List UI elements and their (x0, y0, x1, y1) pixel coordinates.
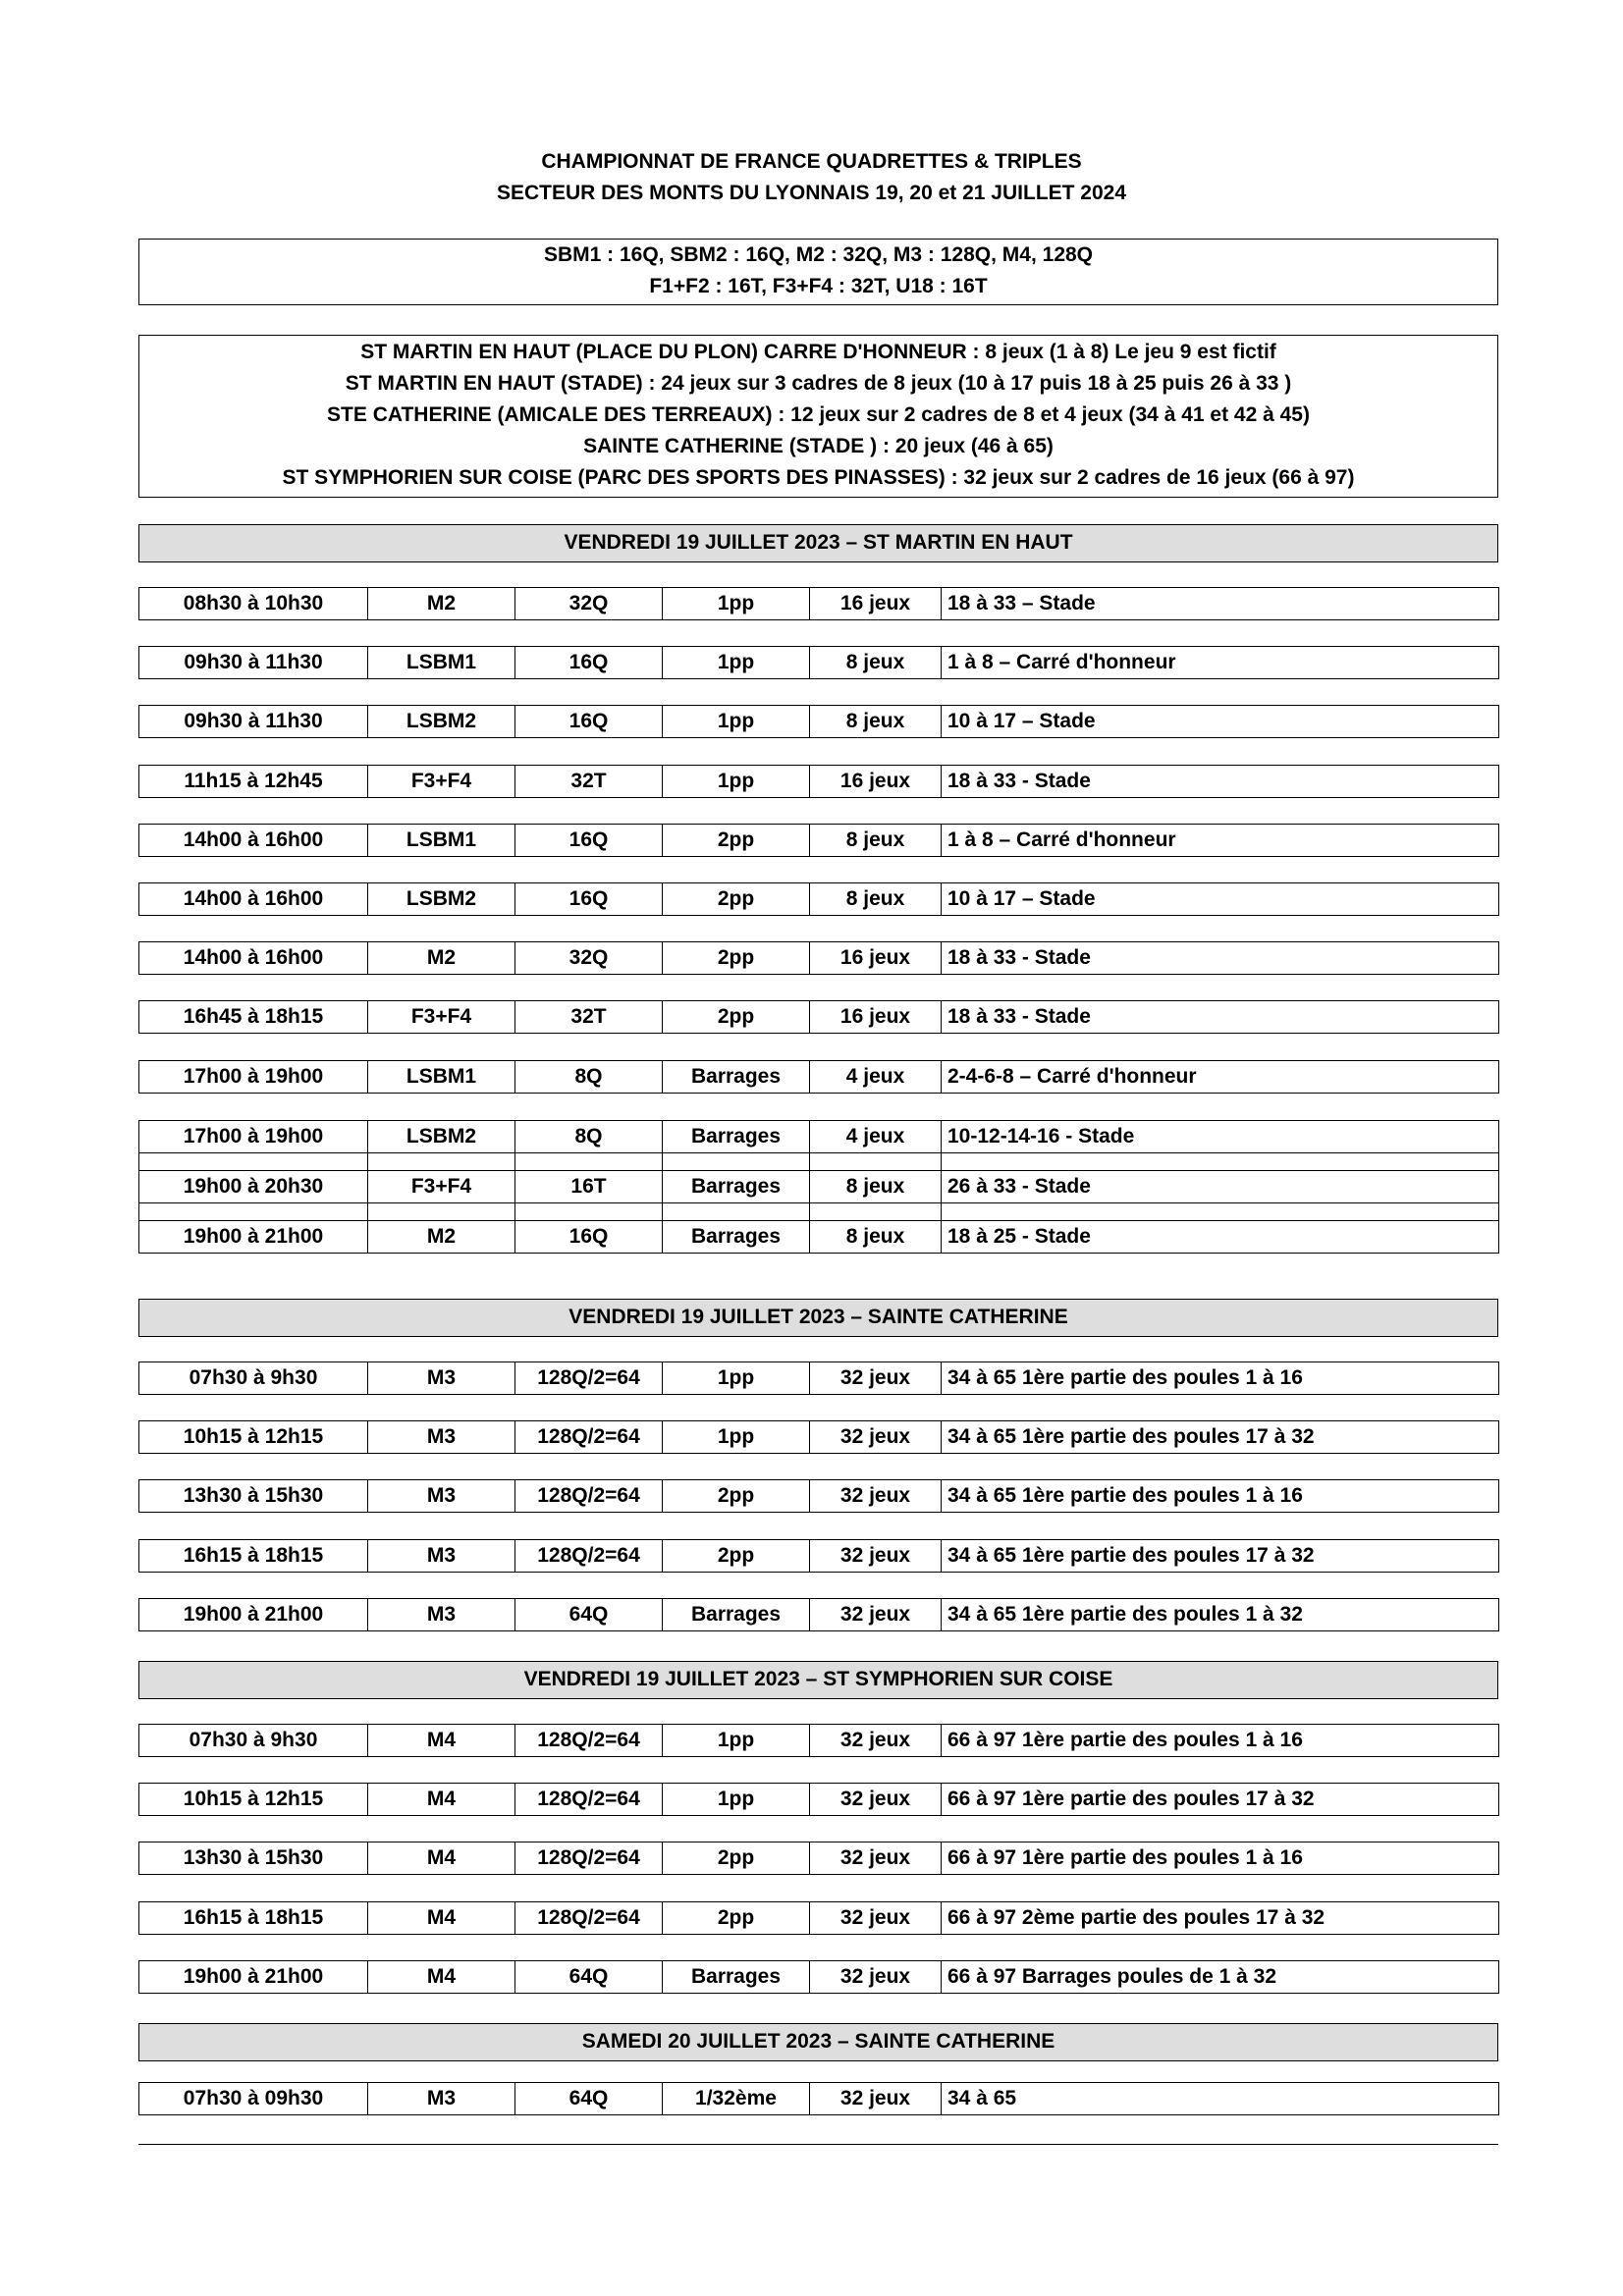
time-cell: 08h30 à 10h30 (139, 588, 368, 620)
teams-cell: 32T (515, 1001, 663, 1034)
location-cell: 1 à 8 – Carré d'honneur (942, 647, 1499, 679)
table-row (139, 1171, 1499, 1203)
category-cell: M3 (368, 1362, 515, 1395)
category-cell: M3 (368, 1480, 515, 1513)
location-cell: 66 à 97 1ère partie des poules 17 à 32 (942, 1784, 1499, 1816)
time-cell: 19h00 à 21h00 (139, 1961, 368, 1994)
table-row (139, 706, 1499, 738)
games-cell: 4 jeux (810, 1061, 942, 1094)
games-cell: 32 jeux (810, 1725, 942, 1757)
location-cell: 18 à 33 - Stade (942, 1001, 1499, 1034)
location-cell: 18 à 33 – Stade (942, 588, 1499, 620)
teams-cell: 128Q/2=64 (515, 1421, 663, 1454)
round-cell: 1pp (663, 1421, 810, 1454)
category-cell: M2 (368, 588, 515, 620)
schedule-row-table (138, 1060, 1499, 1094)
time-cell: 13h30 à 15h30 (139, 1480, 368, 1513)
round-cell: 1/32ème (663, 2083, 810, 2115)
time-cell: 07h30 à 9h30 (139, 1725, 368, 1757)
section-header: VENDREDI 19 JUILLET 2023 – ST MARTIN EN HAUT (138, 524, 1498, 562)
category-cell: M3 (368, 1421, 515, 1454)
section-header: SAMEDI 20 JUILLET 2023 – SAINTE CATHERINE (138, 2023, 1498, 2061)
category-cell: F3+F4 (368, 766, 515, 798)
games-cell: 16 jeux (810, 1001, 942, 1034)
schedule-row-table (138, 765, 1499, 798)
category-cell: LSBM2 (368, 706, 515, 738)
teams-cell: 128Q/2=64 (515, 1784, 663, 1816)
games-cell: 8 jeux (810, 706, 942, 738)
time-cell: 07h30 à 9h30 (139, 1362, 368, 1395)
games-cell: 16 jeux (810, 766, 942, 798)
table-row (139, 1362, 1499, 1395)
category-cell: M3 (368, 1540, 515, 1573)
location-cell: 34 à 65 1ère partie des poules 1 à 16 (942, 1480, 1499, 1513)
schedule-row-table (138, 1598, 1499, 1631)
round-cell: Barrages (663, 1221, 810, 1254)
games-cell: 32 jeux (810, 2083, 942, 2115)
category-cell: LSBM1 (368, 825, 515, 857)
round-cell: 1pp (663, 1362, 810, 1395)
games-cell: 4 jeux (810, 1121, 942, 1153)
section-header: VENDREDI 19 JUILLET 2023 – SAINTE CATHERINE (138, 1299, 1498, 1337)
empty-cell (139, 1153, 368, 1171)
round-cell: 2pp (663, 1001, 810, 1034)
teams-cell: 64Q (515, 2083, 663, 2115)
location-cell: 66 à 97 1ère partie des poules 1 à 16 (942, 1725, 1499, 1757)
table-row (139, 1121, 1499, 1153)
table-row (139, 1221, 1499, 1254)
category-cell: LSBM1 (368, 1061, 515, 1094)
games-cell: 32 jeux (810, 1480, 942, 1513)
round-cell: 2pp (663, 1480, 810, 1513)
location-cell: 2-4-6-8 – Carré d'honneur (942, 1061, 1499, 1094)
games-cell: 8 jeux (810, 1171, 942, 1203)
table-row (139, 942, 1499, 975)
teams-cell: 32T (515, 766, 663, 798)
empty-cell (515, 1153, 663, 1171)
round-cell: 2pp (663, 1842, 810, 1875)
schedule-row-table (138, 705, 1499, 738)
round-cell: Barrages (663, 1171, 810, 1203)
schedule-row-table (138, 646, 1499, 679)
teams-cell: 16Q (515, 647, 663, 679)
schedule-row-table (138, 1783, 1499, 1816)
time-cell: 09h30 à 11h30 (139, 706, 368, 738)
table-row (139, 825, 1499, 857)
schedule-row-table (138, 824, 1499, 857)
table-row (139, 1842, 1499, 1875)
teams-cell: 16Q (515, 706, 663, 738)
empty-cell (368, 1203, 515, 1221)
location-cell: 34 à 65 1ère partie des poules 1 à 16 (942, 1362, 1499, 1395)
schedule-row-table (138, 1724, 1499, 1757)
games-cell: 32 jeux (810, 1902, 942, 1935)
games-cell: 8 jeux (810, 883, 942, 916)
time-cell: 10h15 à 12h15 (139, 1421, 368, 1454)
round-cell: 2pp (663, 883, 810, 916)
location-cell: 18 à 33 - Stade (942, 942, 1499, 975)
location-cell: 18 à 33 - Stade (942, 766, 1499, 798)
games-cell: 32 jeux (810, 1961, 942, 1994)
round-cell: 1pp (663, 1784, 810, 1816)
table-row (139, 1001, 1499, 1034)
schedule-row-table (138, 1479, 1499, 1513)
location-cell: 10 à 17 – Stade (942, 706, 1499, 738)
games-cell: 16 jeux (810, 942, 942, 975)
games-cell: 32 jeux (810, 1540, 942, 1573)
round-cell: 2pp (663, 942, 810, 975)
categories-line: SBM1 : 16Q, SBM2 : 16Q, M2 : 32Q, M3 : 128Q, M4, 128Q (543, 243, 1094, 266)
empty-cell (139, 1203, 368, 1221)
round-cell: Barrages (663, 1061, 810, 1094)
empty-cell (942, 1153, 1499, 1171)
teams-cell: 8Q (515, 1061, 663, 1094)
schedule-row-table (138, 1842, 1499, 1875)
round-cell: Barrages (663, 1121, 810, 1153)
time-cell: 14h00 à 16h00 (139, 942, 368, 975)
category-cell: M3 (368, 1599, 515, 1631)
categories-line: F1+F2 : 16T, F3+F4 : 32T, U18 : 16T (649, 275, 988, 297)
teams-cell: 64Q (515, 1961, 663, 1994)
schedule-row-table (138, 1539, 1499, 1573)
games-cell: 8 jeux (810, 825, 942, 857)
table-row (139, 1725, 1499, 1757)
empty-cell (368, 1153, 515, 1171)
schedule-row-table (138, 941, 1499, 975)
round-cell: 2pp (663, 825, 810, 857)
time-cell: 19h00 à 21h00 (139, 1221, 368, 1254)
location-cell: 26 à 33 - Stade (942, 1171, 1499, 1203)
games-cell: 32 jeux (810, 1784, 942, 1816)
teams-cell: 128Q/2=64 (515, 1842, 663, 1875)
teams-cell: 128Q/2=64 (515, 1902, 663, 1935)
table-row (139, 588, 1499, 620)
venue-line: STE CATHERINE (AMICALE DES TERREAUX) : 12 jeux sur 2 cadres de 8 et 4 jeux (34 à 41 et 42 à 45) (327, 403, 1310, 426)
table-row (139, 1784, 1499, 1816)
round-cell: 1pp (663, 647, 810, 679)
category-cell: M4 (368, 1784, 515, 1816)
category-cell: LSBM1 (368, 647, 515, 679)
round-cell: Barrages (663, 1599, 810, 1631)
venue-line: ST MARTIN EN HAUT (STADE) : 24 jeux sur 3 cadres de 8 jeux (10 à 17 puis 18 à 25 puis 26 à 33 ) (345, 372, 1292, 395)
empty-cell (810, 1203, 942, 1221)
location-cell: 34 à 65 1ère partie des poules 17 à 32 (942, 1421, 1499, 1454)
schedule-row-table (138, 1362, 1499, 1395)
document-subtitle: SECTEUR DES MONTS DU LYONNAIS 19, 20 et 21 JUILLET 2024 (496, 182, 1127, 204)
venues-box (138, 335, 1498, 498)
teams-cell: 32Q (515, 942, 663, 975)
teams-cell: 16Q (515, 883, 663, 916)
empty-cell (942, 1203, 1499, 1221)
category-cell: M4 (368, 1842, 515, 1875)
location-cell: 18 à 25 - Stade (942, 1221, 1499, 1254)
teams-cell: 8Q (515, 1121, 663, 1153)
time-cell: 16h15 à 18h15 (139, 1902, 368, 1935)
footer-rule (138, 2144, 1498, 2145)
games-cell: 32 jeux (810, 1842, 942, 1875)
spacer-row (139, 1203, 1499, 1221)
schedule-row-table (138, 1000, 1499, 1034)
round-cell: 2pp (663, 1540, 810, 1573)
empty-cell (515, 1203, 663, 1221)
table-row (139, 2083, 1499, 2115)
empty-cell (663, 1153, 810, 1171)
teams-cell: 16T (515, 1171, 663, 1203)
round-cell: 1pp (663, 766, 810, 798)
teams-cell: 128Q/2=64 (515, 1725, 663, 1757)
table-row (139, 1061, 1499, 1094)
games-cell: 32 jeux (810, 1599, 942, 1631)
location-cell: 34 à 65 (942, 2083, 1499, 2115)
section-header: VENDREDI 19 JUILLET 2023 – ST SYMPHORIEN SUR COISE (138, 1661, 1498, 1699)
venue-line: ST SYMPHORIEN SUR COISE (PARC DES SPORTS DES PINASSES) : 32 jeux sur 2 cadres de 16 jeux (66 à 97) (282, 466, 1355, 489)
time-cell: 14h00 à 16h00 (139, 825, 368, 857)
schedule-grid-table (138, 1120, 1499, 1254)
table-row (139, 647, 1499, 679)
location-cell: 1 à 8 – Carré d'honneur (942, 825, 1499, 857)
schedule-row-table (138, 1901, 1499, 1935)
spacer-row (139, 1153, 1499, 1171)
games-cell: 8 jeux (810, 1221, 942, 1254)
games-cell: 32 jeux (810, 1421, 942, 1454)
category-cell: F3+F4 (368, 1171, 515, 1203)
categories-box (138, 239, 1498, 305)
time-cell: 19h00 à 21h00 (139, 1599, 368, 1631)
teams-cell: 16Q (515, 1221, 663, 1254)
time-cell: 16h45 à 18h15 (139, 1001, 368, 1034)
category-cell: LSBM2 (368, 883, 515, 916)
games-cell: 32 jeux (810, 1362, 942, 1395)
location-cell: 10 à 17 – Stade (942, 883, 1499, 916)
time-cell: 14h00 à 16h00 (139, 883, 368, 916)
empty-cell (810, 1153, 942, 1171)
teams-cell: 128Q/2=64 (515, 1362, 663, 1395)
teams-cell: 64Q (515, 1599, 663, 1631)
schedule-row-table (138, 2082, 1499, 2115)
time-cell: 10h15 à 12h15 (139, 1784, 368, 1816)
games-cell: 8 jeux (810, 647, 942, 679)
category-cell: F3+F4 (368, 1001, 515, 1034)
venue-line: ST MARTIN EN HAUT (PLACE DU PLON) CARRE D'HONNEUR : 8 jeux (1 à 8) Le jeu 9 est fictif (360, 341, 1276, 363)
category-cell: M4 (368, 1725, 515, 1757)
schedule-row-table (138, 1420, 1499, 1454)
teams-cell: 32Q (515, 588, 663, 620)
round-cell: Barrages (663, 1961, 810, 1994)
table-row (139, 883, 1499, 916)
time-cell: 11h15 à 12h45 (139, 766, 368, 798)
table-row (139, 1902, 1499, 1935)
table-row (139, 1421, 1499, 1454)
round-cell: 1pp (663, 706, 810, 738)
location-cell: 34 à 65 1ère partie des poules 1 à 32 (942, 1599, 1499, 1631)
location-cell: 66 à 97 Barrages poules de 1 à 32 (942, 1961, 1499, 1994)
games-cell: 16 jeux (810, 588, 942, 620)
location-cell: 66 à 97 2ème partie des poules 17 à 32 (942, 1902, 1499, 1935)
round-cell: 1pp (663, 588, 810, 620)
category-cell: M2 (368, 942, 515, 975)
category-cell: M4 (368, 1961, 515, 1994)
location-cell: 10-12-14-16 - Stade (942, 1121, 1499, 1153)
category-cell: LSBM2 (368, 1121, 515, 1153)
schedule-row-table (138, 587, 1499, 620)
time-cell: 17h00 à 19h00 (139, 1121, 368, 1153)
time-cell: 09h30 à 11h30 (139, 647, 368, 679)
table-row (139, 766, 1499, 798)
time-cell: 07h30 à 09h30 (139, 2083, 368, 2115)
location-cell: 34 à 65 1ère partie des poules 17 à 32 (942, 1540, 1499, 1573)
category-cell: M4 (368, 1902, 515, 1935)
teams-cell: 16Q (515, 825, 663, 857)
category-cell: M3 (368, 2083, 515, 2115)
table-row (139, 1599, 1499, 1631)
teams-cell: 128Q/2=64 (515, 1540, 663, 1573)
time-cell: 17h00 à 19h00 (139, 1061, 368, 1094)
category-cell: M2 (368, 1221, 515, 1254)
document-title: CHAMPIONNAT DE FRANCE QUADRETTES & TRIPLES (541, 150, 1082, 173)
empty-cell (663, 1203, 810, 1221)
table-row (139, 1540, 1499, 1573)
schedule-row-table (138, 882, 1499, 916)
table-row (139, 1480, 1499, 1513)
table-row (139, 1961, 1499, 1994)
time-cell: 19h00 à 20h30 (139, 1171, 368, 1203)
round-cell: 1pp (663, 1725, 810, 1757)
venue-line: SAINTE CATHERINE (STADE ) : 20 jeux (46 à 65) (583, 435, 1054, 457)
schedule-row-table (138, 1960, 1499, 1994)
round-cell: 2pp (663, 1902, 810, 1935)
teams-cell: 128Q/2=64 (515, 1480, 663, 1513)
time-cell: 13h30 à 15h30 (139, 1842, 368, 1875)
time-cell: 16h15 à 18h15 (139, 1540, 368, 1573)
location-cell: 66 à 97 1ère partie des poules 1 à 16 (942, 1842, 1499, 1875)
